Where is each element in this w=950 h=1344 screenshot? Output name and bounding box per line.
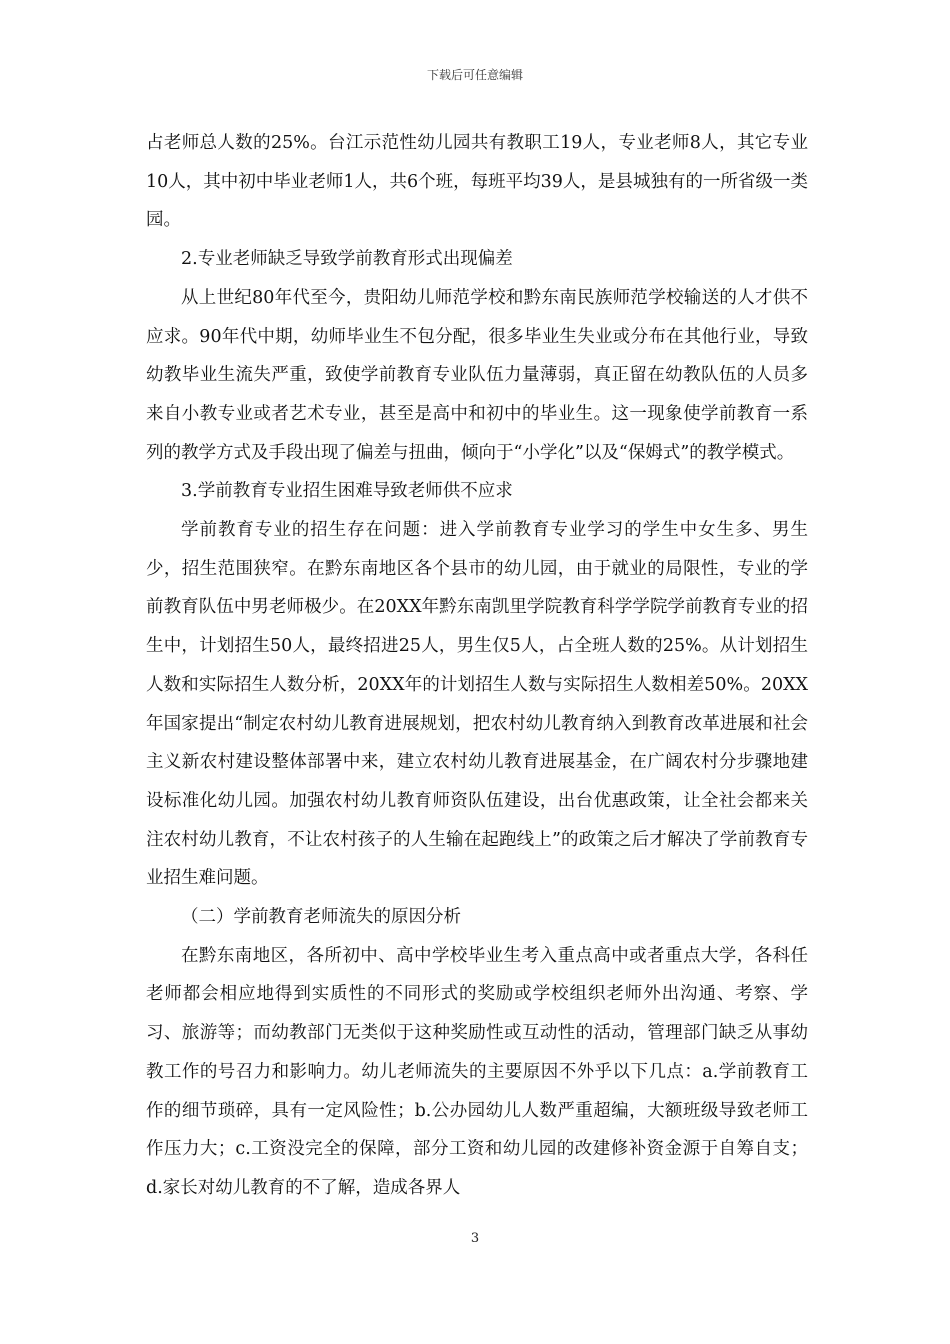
- paragraph-3: 学前教育专业的招生存在问题：进入学前教育专业学习的学生中女生多、男生少，招生范围狭窄。在黔东南地区各个县市的幼儿园，由于就业的局限性，专业的学前教育队伍中男老师极少。在20XX年黔东南凯里学院教育科学学院学前教育专业的招生中，计划招生50人，最终招进25人，男生仅5人，占全班人数的25%。从计划招生人数和实际招生人数分析，20XX年的计划招生人数与实际招生人数相差50%。20XX年国家提出“制定农村幼儿教育进展规划，把农村幼儿教育纳入到教育改革进展和社会主义新农村建设整体部署中来，建立农村幼儿教育进展基金，在广阔农村分步骤地建设标准化幼儿园。加强农村幼儿教育师资队伍建设，出台优惠政策，让全社会都来关注农村幼儿教育，不让农村孩子的人生输在起跑线上”的政策之后才解决了学前教育专业招生难问题。: [146, 520, 808, 889]
- page-number: 3: [470, 1231, 480, 1246]
- paragraph-2: 从上世纪80年代至今，贵阳幼儿师范学校和黔东南民族师范学校输送的人才供不应求。90年代中期，幼师毕业生不包分配，很多毕业生失业或分布在其他行业，导致幼教毕业生流失严重，致使学前教育专业队伍力量薄弱，真正留在幼教队伍的人员多来自小教专业或者艺术专业，甚至是高中和初中的毕业生。这一现象使学前教育一系列的教学方式及手段出现了偏差与扭曲，倾向于“小学化”以及“保姆式”的教学模式。: [146, 287, 808, 463]
- body-text: [146, 124, 808, 1208]
- page-header: 下载后可任意编辑: [426, 68, 523, 82]
- section-heading-3: 3.学前教育专业招生困难导致老师供不应求: [181, 481, 513, 502]
- paragraph-1: 占老师总人数的25%。台江示范性幼儿园共有教职工19人，专业老师8人，其它专业10人，其中初中毕业老师1人，共6个班，每班平均39人，是县城独有的一所省级一类园。: [146, 133, 808, 231]
- section-heading-analysis: （二）学前教育老师流失的原因分析: [181, 907, 461, 928]
- section-heading-2: 2.专业老师缺乏导致学前教育形式出现偏差: [181, 249, 513, 270]
- paragraph-4: 在黔东南地区，各所初中、高中学校毕业生考入重点高中或者重点大学，各科任老师都会相应地得到实质性的不同形式的奖励或学校组织老师外出沟通、考察、学习、旅游等；而幼教部门无类似于这种奖励性或互动性的活动，管理部门缺乏从事幼教工作的号召力和影响力。幼儿老师流失的主要原因不外乎以下几点：a.学前教育工作的细节琐碎，具有一定风险性；b.公办园幼儿人数严重超编，大额班级导致老师工作压力大；c.工资没完全的保障，部分工资和幼儿园的改建修补资金源于自筹自支；d.家长对幼儿教育的不了解，造成各界人: [146, 945, 808, 1198]
